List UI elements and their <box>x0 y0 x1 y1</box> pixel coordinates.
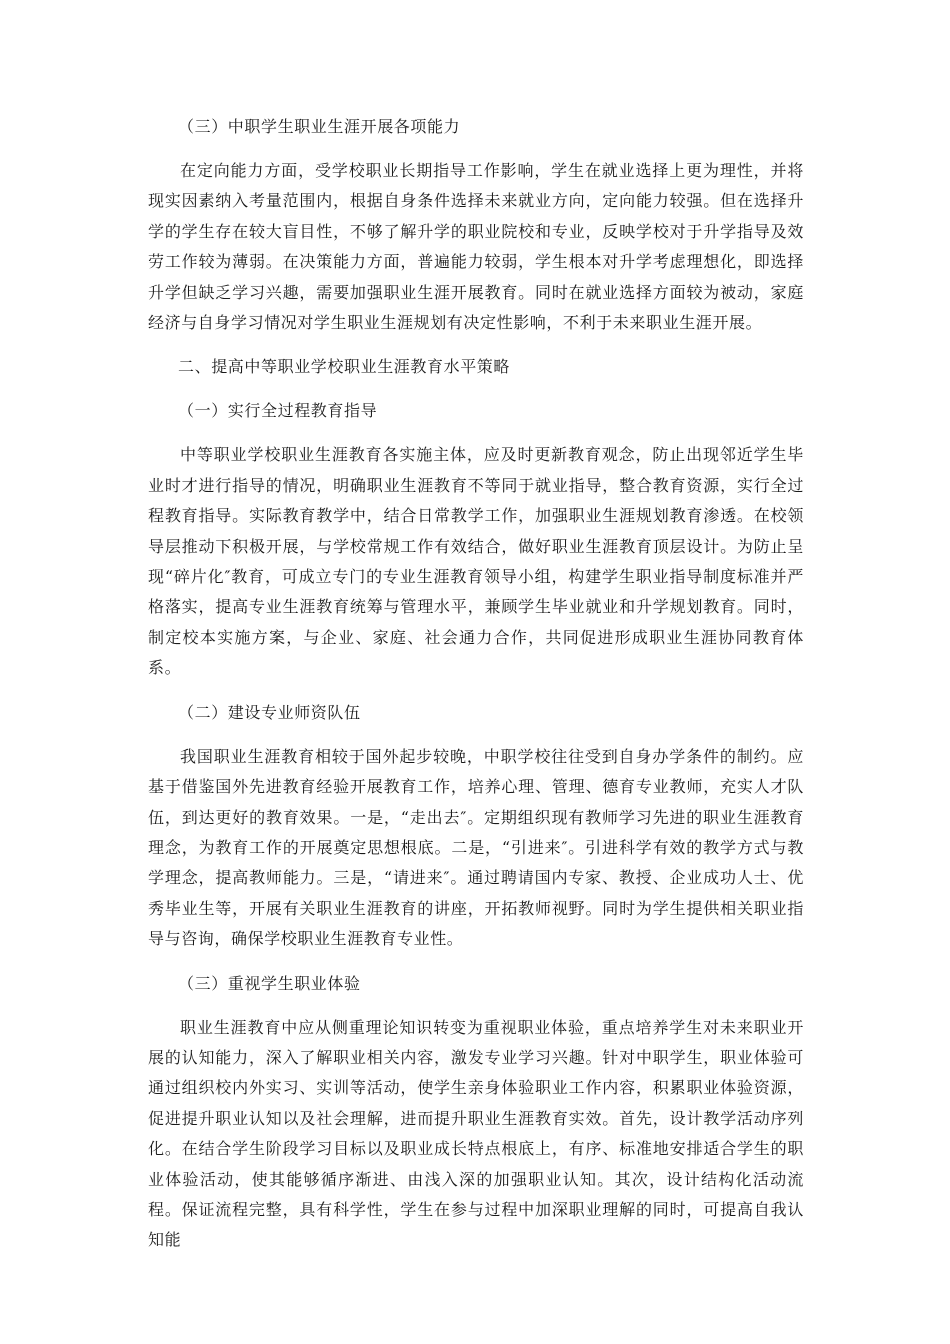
section-heading-whole-process: （一）实行全过程教育指导 <box>178 401 378 421</box>
paragraph-whole-process: 中等职业学校职业生涯教育各实施主体，应及时更新教育观念，防止出现邻近学生毕业时才进行指导的情况，明确职业生涯教育不等同于就业指导，整合教育资源，实行全过程教育指导。实际教育教学中，结合日常教学工作，加强职业生涯规划教育渗透。在校领导层推动下积极开展，与学校常规工作有效结合，做好职业生涯教育顶层设计。为防止呈现“碎片化″教育，可成立专门的专业生涯教育领导小组，构建学生职业指导制度标准并严格落实，提高专业生涯教育统筹与管理水平，兼顾学生毕业就业和升学规划教育。同时，制定校本实施方案，与企业、家庭、社会通力合作，共同促进形成职业生涯协同教育体系。 <box>148 445 804 678</box>
section-heading-abilities: （三）中职学生职业生涯开展各项能力 <box>178 117 461 136</box>
paragraph-teachers: 我国职业生涯教育相较于国外起步较晚，中职学校往往受到自身办学条件的制约。应基于借鉴国外先进教育经验开展教育工作，培养心理、管理、德育专业教师，充实人才队伍，到达更好的教育效果。一是，“走出去″。定期组织现有教师学习先进的职业生涯教育理念，为教育工作的开展奠定思想根底。二是，“引进来″。引进科学有效的教学方式与教学理念，提高教师能力。三是，“请进来″。通过聘请国内专家、教授、企业成功人士、优秀毕业生等，开展有关职业生涯教育的讲座，开拓教师视野。同时为学生提供相关职业指导与咨询，确保学校职业生涯教育专业性。 <box>148 746 804 949</box>
document-body <box>148 112 804 1270</box>
section-heading-teachers: （二）建设专业师资队伍 <box>178 702 361 722</box>
paragraph-abilities: 在定向能力方面，受学校职业长期指导工作影响，学生在就业选择上更为理性，并将现实因素纳入考量范围内，根据自身条件选择未来就业方向，定向能力较强。但在选择升学的学生存在较大盲目性，不够了解升学的职业院校和专业，反映学校对于升学指导及效劳工作较为薄弱。在决策能力方面，普遍能力较弱，学生根本对升学考虑理想化，即选择升学但缺乏学习兴趣，需要加强职业生涯开展教育。同时在就业选择方面较为被动，家庭经济与自身学习情况对学生职业生涯规划有决定性影响，不利于未来职业生涯开展。 <box>148 161 804 333</box>
section-heading-experience: （三）重视学生职业体验 <box>178 973 361 993</box>
chapter-heading-strategies: 二、提高中等职业学校职业生涯教育水平策略 <box>178 357 511 377</box>
paragraph-experience: 职业生涯教育中应从侧重理论知识转变为重视职业体验，重点培养学生对未来职业开展的认知能力，深入了解职业相关内容，激发专业学习兴趣。针对中职学生，职业体验可通过组织校内外实习、实训等活动，使学生亲身体验职业工作内容，积累职业体验资源，促进提升职业认知以及社会理解，进而提升职业生涯教育实效。首先，设计教学活动序列化。在结合学生阶段学习目标以及职业成长特点根底上，有序、标准地安排适合学生的职业体验活动，使其能够循序渐进、由浅入深的加强职业认知。其次，设计结构化活动流程。保证流程完整，具有科学性，学生在参与过程中加深职业理解的同时，可提高自我认知能 <box>148 1017 804 1250</box>
